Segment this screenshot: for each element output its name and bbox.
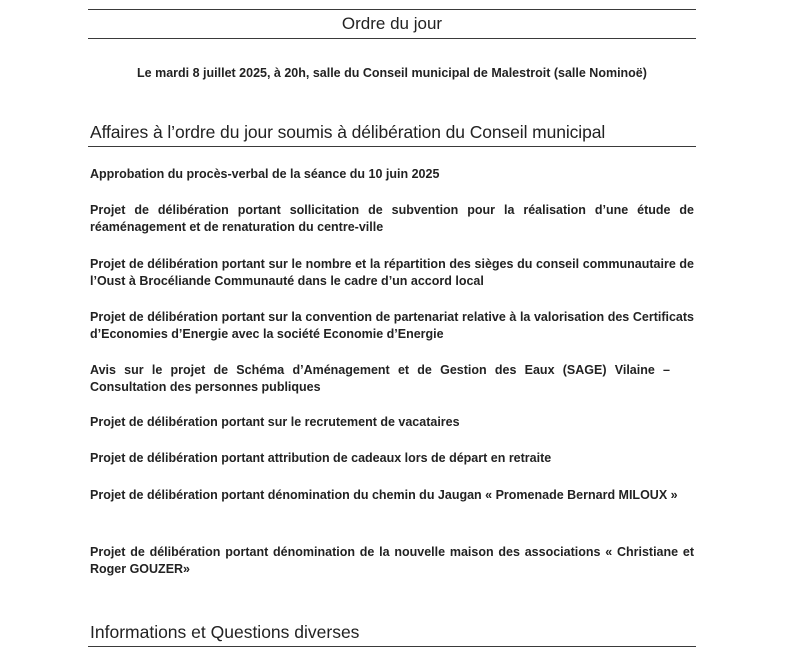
agenda-item: Approbation du procès-verbal de la séance du 10 juin 2025 [90,167,440,181]
agenda-item: Projet de délibération portant sur le nombre et la répartition des sièges du conseil communautaire de l’Oust à Brocéliande Communauté dans le cadre d’un accord local [90,257,694,288]
header-top-rule [88,9,696,10]
agenda-item: Projet de délibération portant sollicitation de subvention pour la réalisation d’une étude de réaménagement et de renaturation du centre-ville [90,203,694,234]
agenda-item: Projet de délibération portant dénomination du chemin du Jaugan « Promenade Bernard MILOUX » [90,488,678,502]
meeting-info: Le mardi 8 juillet 2025, à 20h, salle du Conseil municipal de Malestroit (salle Nominoë) [137,66,647,80]
section-title-informations: Informations et Questions diverses [90,622,360,642]
section-rule-informations [88,646,696,647]
agenda-item: Projet de délibération portant sur le recrutement de vacataires [90,415,460,429]
agenda-item: Projet de délibération portant dénomination de la nouvelle maison des associations « Christiane et Roger GOUZER» [90,545,694,576]
header-bottom-rule [88,38,696,39]
section-rule-deliberation [88,146,696,147]
agenda-item: Avis sur le projet de Schéma d’Aménagement et de Gestion des Eaux (SAGE) Vilaine – Consultation des personnes publiques [90,363,670,394]
agenda-item: Projet de délibération portant sur la convention de partenariat relative à la valorisation des Certificats d’Economies d’Energie avec la société Economie d’Energie [90,310,694,341]
section-title-deliberation: Affaires à l’ordre du jour soumis à délibération du Conseil municipal [90,122,606,142]
agenda-item: Projet de délibération portant attribution de cadeaux lors de départ en retraite [90,451,552,465]
page-title: Ordre du jour [341,14,443,33]
